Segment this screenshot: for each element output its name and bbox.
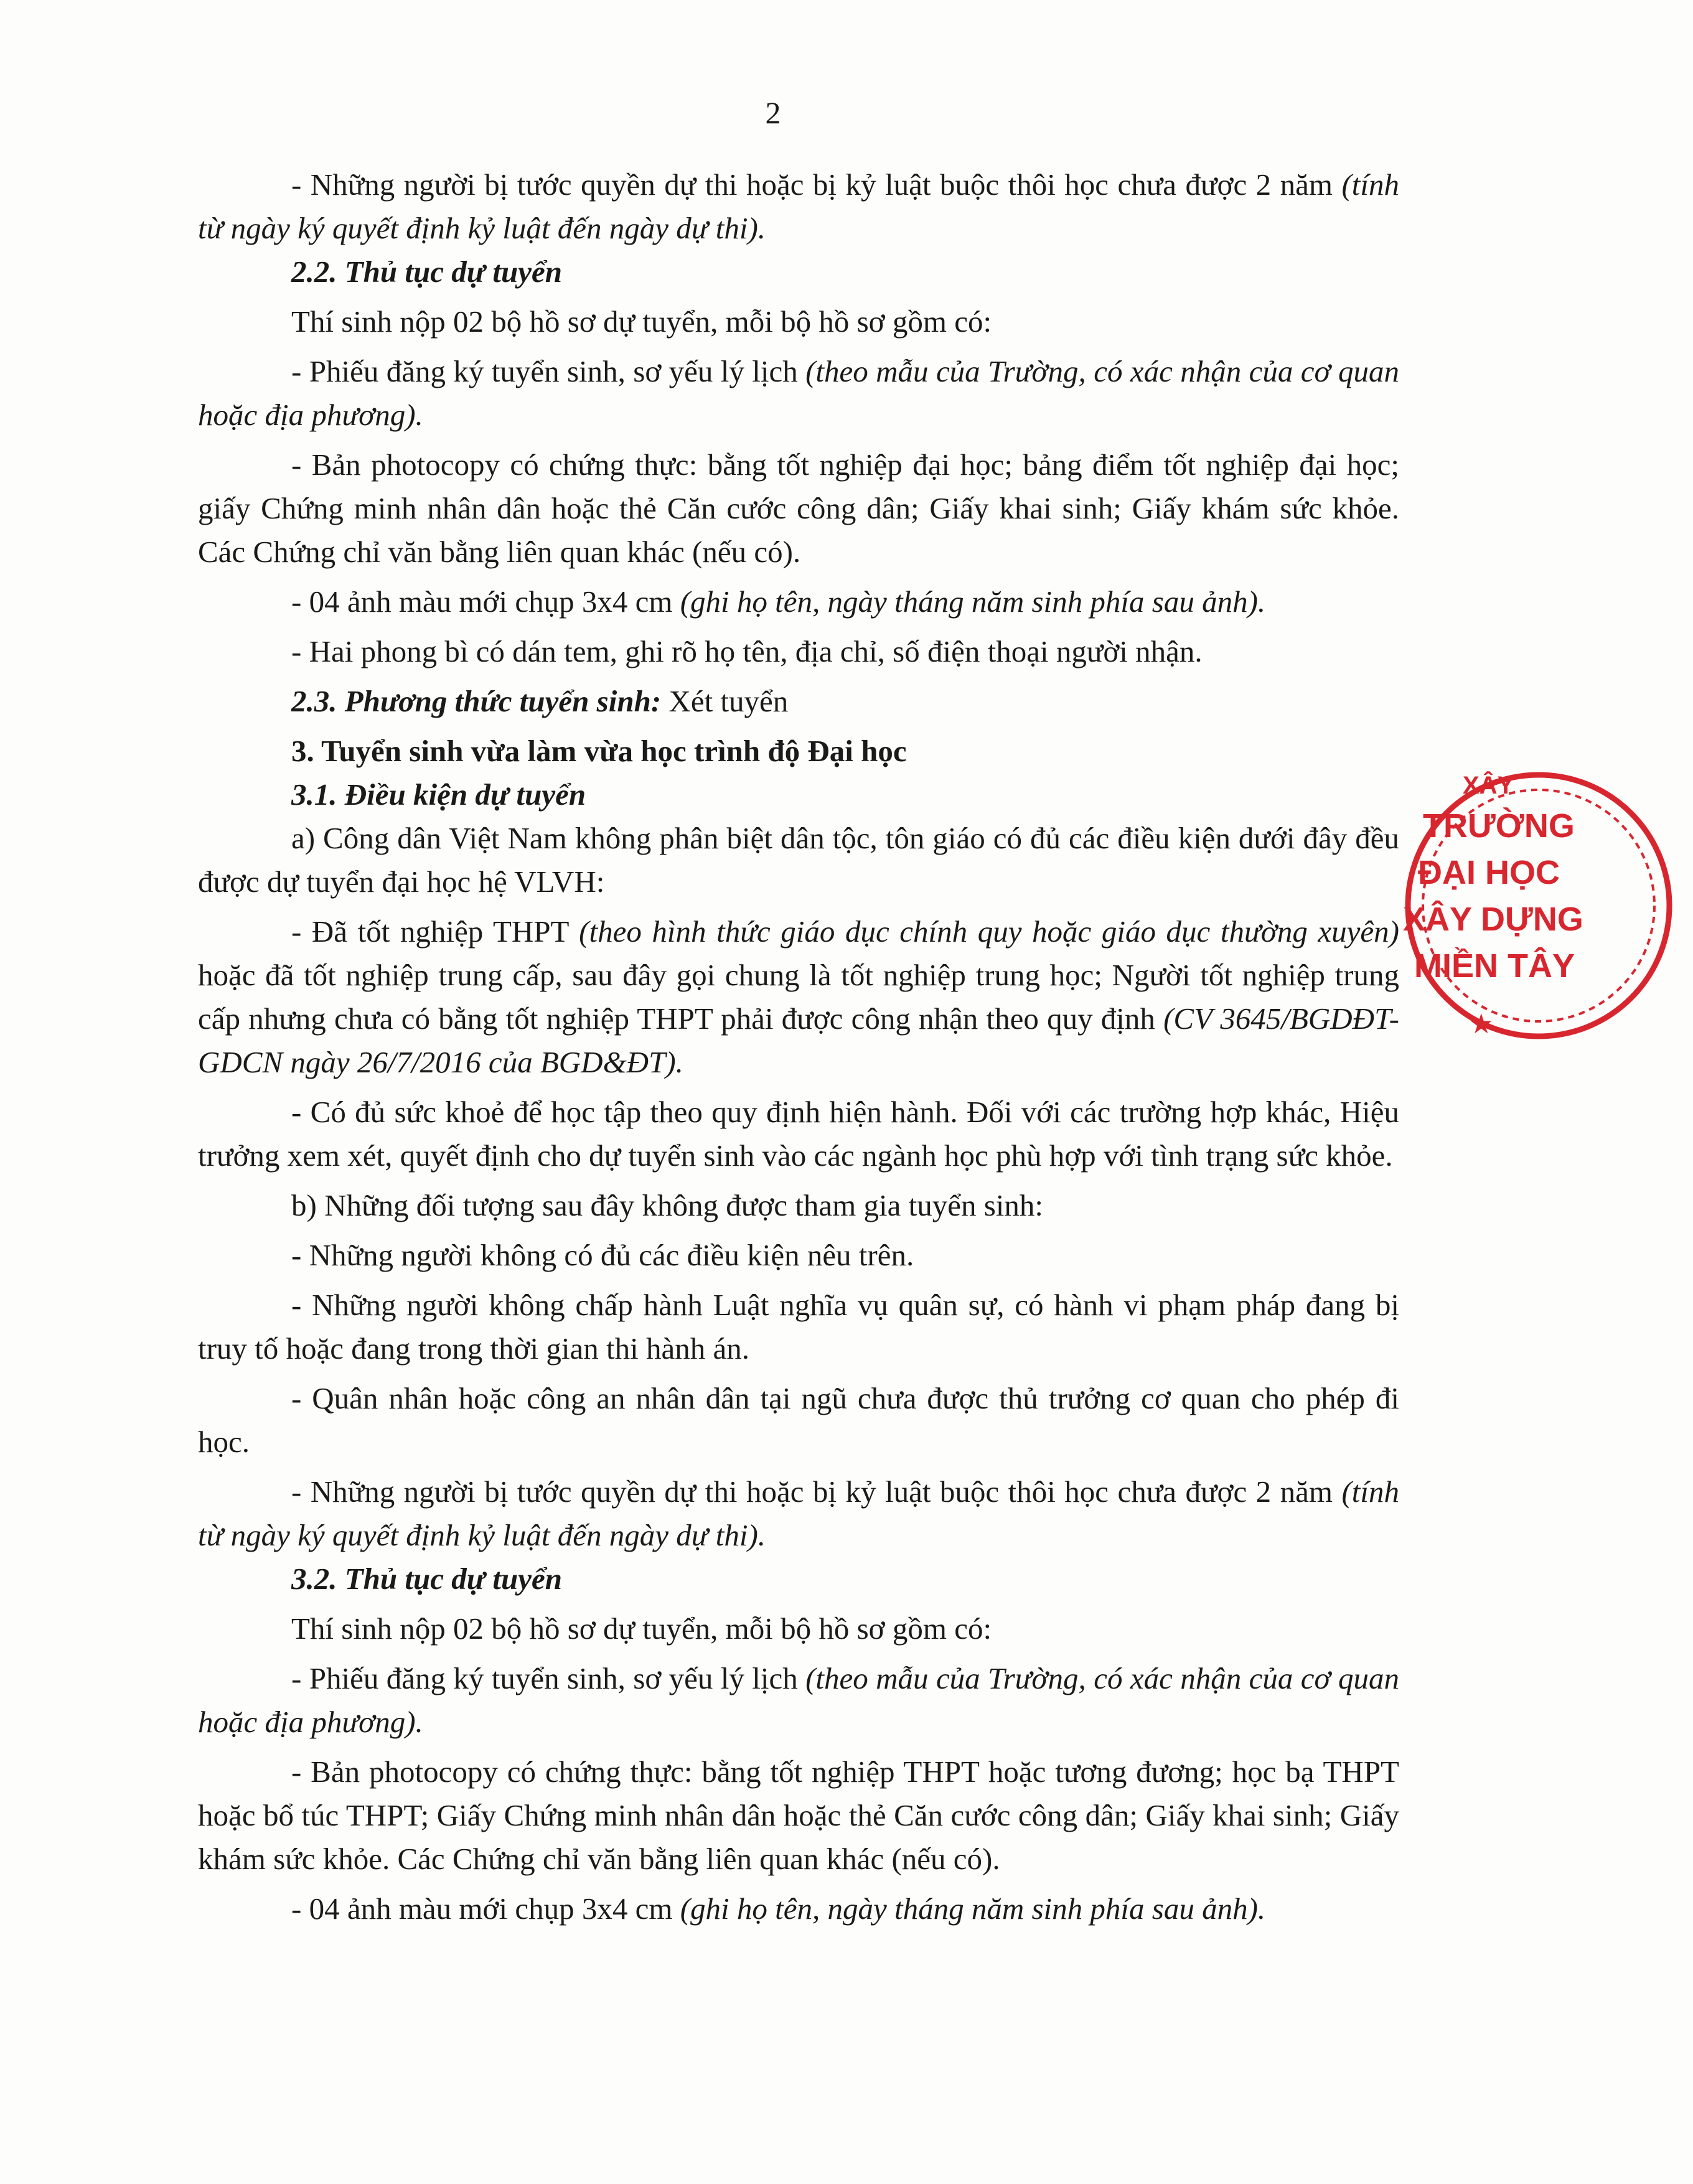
paragraph-not-qualified: - Những người không có đủ các điều kiện nêu trên. [291, 1238, 914, 1272]
note: (tính từ ngày ký quyết định kỷ luật đến ngày dự thi). [198, 167, 1399, 245]
paragraph-graduation: - Đã tốt nghiệp THPT (theo hình thức giáo dục chính quy hoặc giáo dục thường xuyên) hoặc đã tốt nghiệp trung cấp, sau đây gọi chung là tốt nghiệp trung học; Người tốt nghiệp trung cấp nhưng chưa có bằng tốt nghiệp THPT phải được công nhận theo quy định (CV 3645/BGDĐT-GDCN ngày 26/7/2016 của BGD&ĐT). [198, 914, 1399, 1079]
stamp-line: XÂY DỰNG [1403, 901, 1583, 938]
stamp-line: MIỀN TÂY [1414, 947, 1575, 985]
note: (ghi họ tên, ngày tháng năm sinh phía sau ảnh). [680, 584, 1266, 619]
paragraph-registration-form-2: - Phiếu đăng ký tuyển sinh, sơ yếu lý lịch (theo mẫu của Trường, có xác nhận của cơ quan hoặc địa phương). [198, 1661, 1399, 1739]
paragraph-health: - Có đủ sức khoẻ để học tập theo quy định hiện hành. Đối với các trường hợp khác, Hiệu trưởng xem xét, quyết định cho dự tuyển sinh vào các ngành học phù hợp với tình trạng sức khỏe. [198, 1095, 1399, 1173]
note: (theo mẫu của Trường, có xác nhận của cơ quan hoặc địa phương). [198, 1661, 1399, 1739]
document-body [198, 163, 1399, 1931]
legal-reference: (CV 3645/BGDĐT-GDCN ngày 26/7/2016 của BGD&ĐT). [198, 1001, 1399, 1079]
paragraph-disqualified-1: - Những người bị tước quyền dự thi hoặc bị kỷ luật buộc thôi học chưa được 2 năm (tính từ ngày ký quyết định kỷ luật đến ngày dự thi). [198, 167, 1399, 245]
section-heading-3-1: 3.1. Điều kiện dự tuyển [291, 777, 586, 812]
paragraph-condition-a: a) Công dân Việt Nam không phân biệt dân tộc, tôn giáo có đủ các điều kiện dưới đây đều được dự tuyển đại học hệ VLVH: [198, 821, 1399, 899]
stamp-line: ĐẠI HỌC [1418, 854, 1560, 891]
paragraph-photocopy-1: - Bản photocopy có chứng thực: bằng tốt nghiệp đại học; bảng điểm tốt nghiệp đại học; giấy Chứng minh nhân dân hoặc thẻ Căn cước công dân; Giấy khai sinh; Giấy khám sức khỏe. Các Chứng chỉ văn bằng liên quan khác (nếu có). [198, 448, 1399, 569]
paragraph-dossier-intro-2: Thí sinh nộp 02 bộ hồ sơ dự tuyển, mỗi bộ hồ sơ gồm có: [291, 1611, 992, 1646]
paragraph-photocopy-2: - Bản photocopy có chứng thực: bằng tốt nghiệp THPT hoặc tương đương; học bạ THPT hoặc bổ túc THPT; Giấy Chứng minh nhân dân hoặc thẻ Căn cước công dân; Giấy khai sinh; Giấy khám sức khỏe. Các Chứng chỉ văn bằng liên quan khác (nếu có). [198, 1755, 1399, 1876]
paragraph-disqualified-2: - Những người bị tước quyền dự thi hoặc bị kỷ luật buộc thôi học chưa được 2 năm (tính từ ngày ký quyết định kỷ luật đến ngày dự thi). [198, 1474, 1399, 1552]
paragraph-photos-2: - 04 ảnh màu mới chụp 3x4 cm (ghi họ tên, ngày tháng năm sinh phía sau ảnh). [291, 1891, 1266, 1926]
paragraph-photos-1: - 04 ảnh màu mới chụp 3x4 cm (ghi họ tên, ngày tháng năm sinh phía sau ảnh). [291, 584, 1266, 619]
paragraph-envelopes: - Hai phong bì có dán tem, ghi rõ họ tên, địa chỉ, số điện thoại người nhận. [291, 634, 1203, 668]
official-seal-stamp [1394, 759, 1583, 1052]
note: (theo mẫu của Trường, có xác nhận của cơ quan hoặc địa phương). [198, 354, 1399, 432]
paragraph-active-duty: - Quân nhân hoặc công an nhân dân tại ngũ chưa được thủ trưởng cơ quan cho phép đi học. [198, 1381, 1399, 1459]
section-heading-3: 3. Tuyển sinh vừa làm vừa học trình độ Đại học [291, 734, 907, 768]
section-heading-2-2: 2.2. Thủ tục dự tuyển [291, 255, 563, 289]
stamp-arc-text: XÂY [1463, 772, 1514, 799]
stamp-line: TRƯỜNG [1423, 807, 1575, 845]
section-heading-3-2: 3.2. Thủ tục dự tuyển [291, 1562, 563, 1596]
paragraph-dossier-intro-1: Thí sinh nộp 02 bộ hồ sơ dự tuyển, mỗi bộ hồ sơ gồm có: [291, 304, 992, 339]
page-number: 2 [765, 95, 781, 130]
paragraph-military-law: - Những người không chấp hành Luật nghĩa vụ quân sự, có hành vi phạm pháp đang bị truy tố hoặc đang trong thời gian thi hành án. [198, 1288, 1399, 1366]
paragraph-condition-b: b) Những đối tượng sau đây không được tham gia tuyển sinh: [291, 1188, 1043, 1222]
star-icon: ★ [1469, 1008, 1494, 1040]
section-heading-2-3: 2.3. Phương thức tuyển sinh: Xét tuyển [291, 684, 789, 718]
note: (theo hình thức giáo dục chính quy hoặc giáo dục thường xuyên) [579, 914, 1399, 949]
note: (ghi họ tên, ngày tháng năm sinh phía sau ảnh). [680, 1891, 1266, 1926]
paragraph-registration-form-1: - Phiếu đăng ký tuyển sinh, sơ yếu lý lịch (theo mẫu của Trường, có xác nhận của cơ quan hoặc địa phương). [198, 354, 1399, 432]
note: (tính từ ngày ký quyết định kỷ luật đến ngày dự thi). [198, 1474, 1399, 1552]
